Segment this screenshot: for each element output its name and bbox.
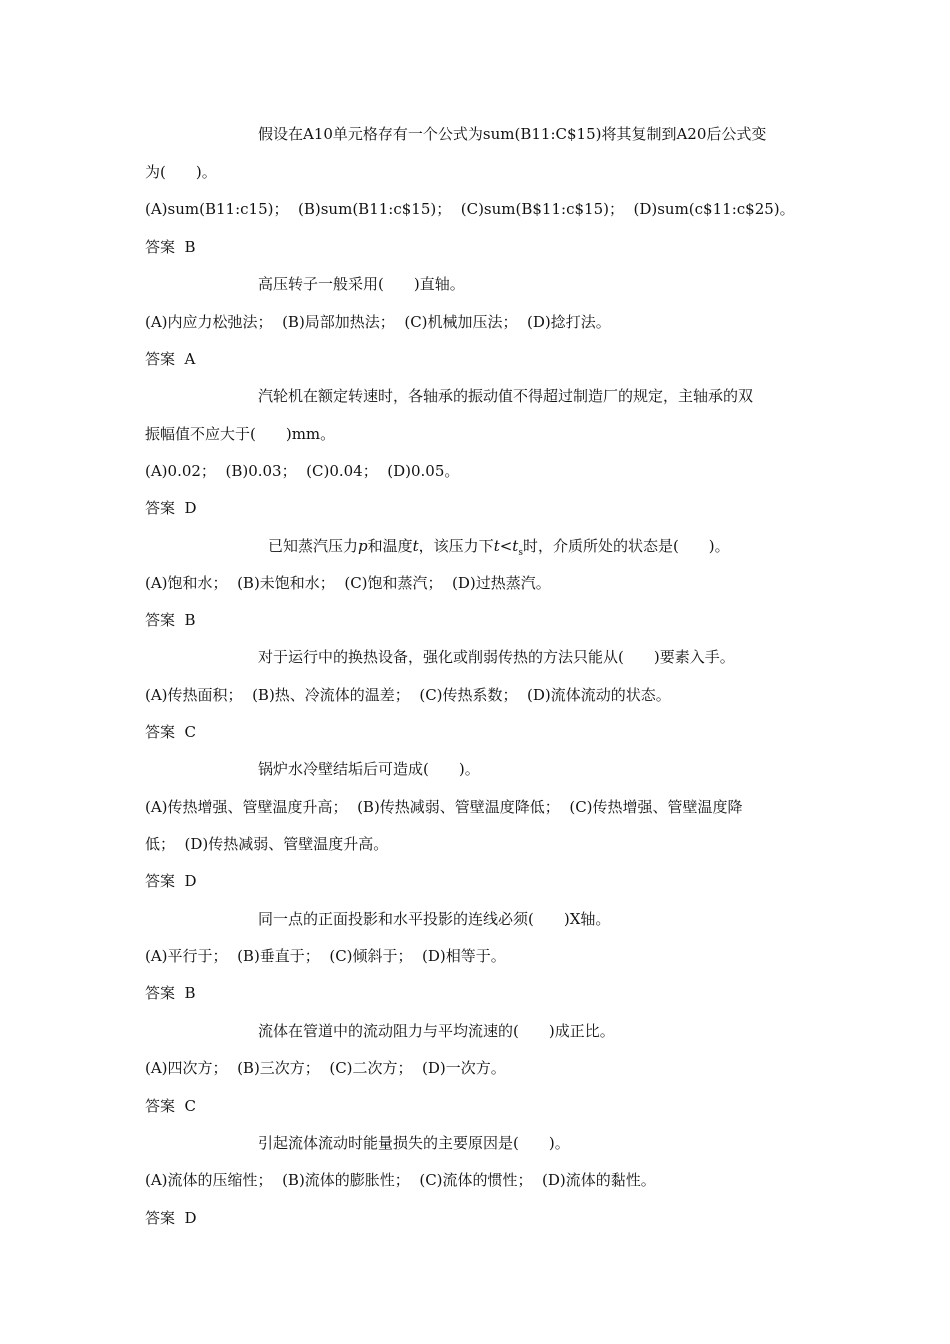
question-2-text: 高压转子一般采用( )直轴。 <box>258 275 465 293</box>
question-6-answer: 答案 D <box>145 872 197 890</box>
question-7-text: 同一点的正面投影和水平投影的连线必须( )X轴。 <box>258 910 611 928</box>
question-7-options: (A)平行于； (B)垂直于； (C)倾斜于； (D)相等于。 <box>145 947 506 965</box>
question-9-answer: 答案 D <box>145 1209 197 1227</box>
question-4-text: 已知蒸汽压力p和温度t，该压力下$t<t_s$时，介质所处的状态是( )。 <box>268 537 730 558</box>
question-9-options: (A)流体的压缩性； (B)流体的膨胀性； (C)流体的惯性； (D)流体的黏性。 <box>145 1171 656 1189</box>
question-1-options: (A)sum(B11:c15)； (B)sum(B11:c$15)； (C)sum(B$11:c$15)； (D)sum(c$11:c$25)。 <box>145 200 795 218</box>
question-9-text: 引起流体流动时能量损失的主要原因是( )。 <box>258 1134 570 1152</box>
question-3-text-cont: 振幅值不应大于( )mm。 <box>145 425 336 443</box>
question-8-answer: 答案 C <box>145 1097 197 1115</box>
question-8-text: 流体在管道中的流动阻力与平均流速的( )成正比。 <box>258 1022 615 1040</box>
question-5-options: (A)传热面积； (B)热、冷流体的温差； (C)传热系数； (D)流体流动的状态。 <box>145 686 671 704</box>
question-8-options: (A)四次方； (B)三次方； (C)二次方； (D)一次方。 <box>145 1059 506 1077</box>
question-4-options: (A)饱和水； (B)未饱和水； (C)饱和蒸汽； (D)过热蒸汽。 <box>145 574 551 592</box>
question-3-text: 汽轮机在额定转速时，各轴承的振动值不得超过制造厂的规定，主轴承的双 <box>258 387 754 405</box>
question-5-answer: 答案 C <box>145 723 197 741</box>
question-5-text: 对于运行中的换热设备，强化或削弱传热的方法只能从( )要素入手。 <box>258 648 735 666</box>
question-3-answer: 答案 D <box>145 499 197 517</box>
question-1-answer: 答案 B <box>145 238 196 256</box>
question-7-answer: 答案 B <box>145 984 196 1002</box>
question-1-text: 假设在A10单元格存有一个公式为sum(B11:C$15)将其复制到A20后公式变 <box>258 125 767 143</box>
question-1-text-cont: 为( )。 <box>145 163 217 181</box>
question-6-options: (A)传热增强、管壁温度升高； (B)传热减弱、管壁温度降低； (C)传热增强、管壁温度降 <box>145 798 743 816</box>
question-6-text: 锅炉水冷壁结垢后可造成( )。 <box>258 760 480 778</box>
question-3-options: (A)0.02； (B)0.03； (C)0.04； (D)0.05。 <box>145 462 460 480</box>
question-4-answer: 答案 B <box>145 611 196 629</box>
question-6-options-cont: 低； (D)传热减弱、管壁温度升高。 <box>145 835 389 853</box>
question-2-answer: 答案 A <box>145 350 196 368</box>
question-2-options: (A)内应力松弛法； (B)局部加热法； (C)机械加压法； (D)捻打法。 <box>145 313 611 331</box>
